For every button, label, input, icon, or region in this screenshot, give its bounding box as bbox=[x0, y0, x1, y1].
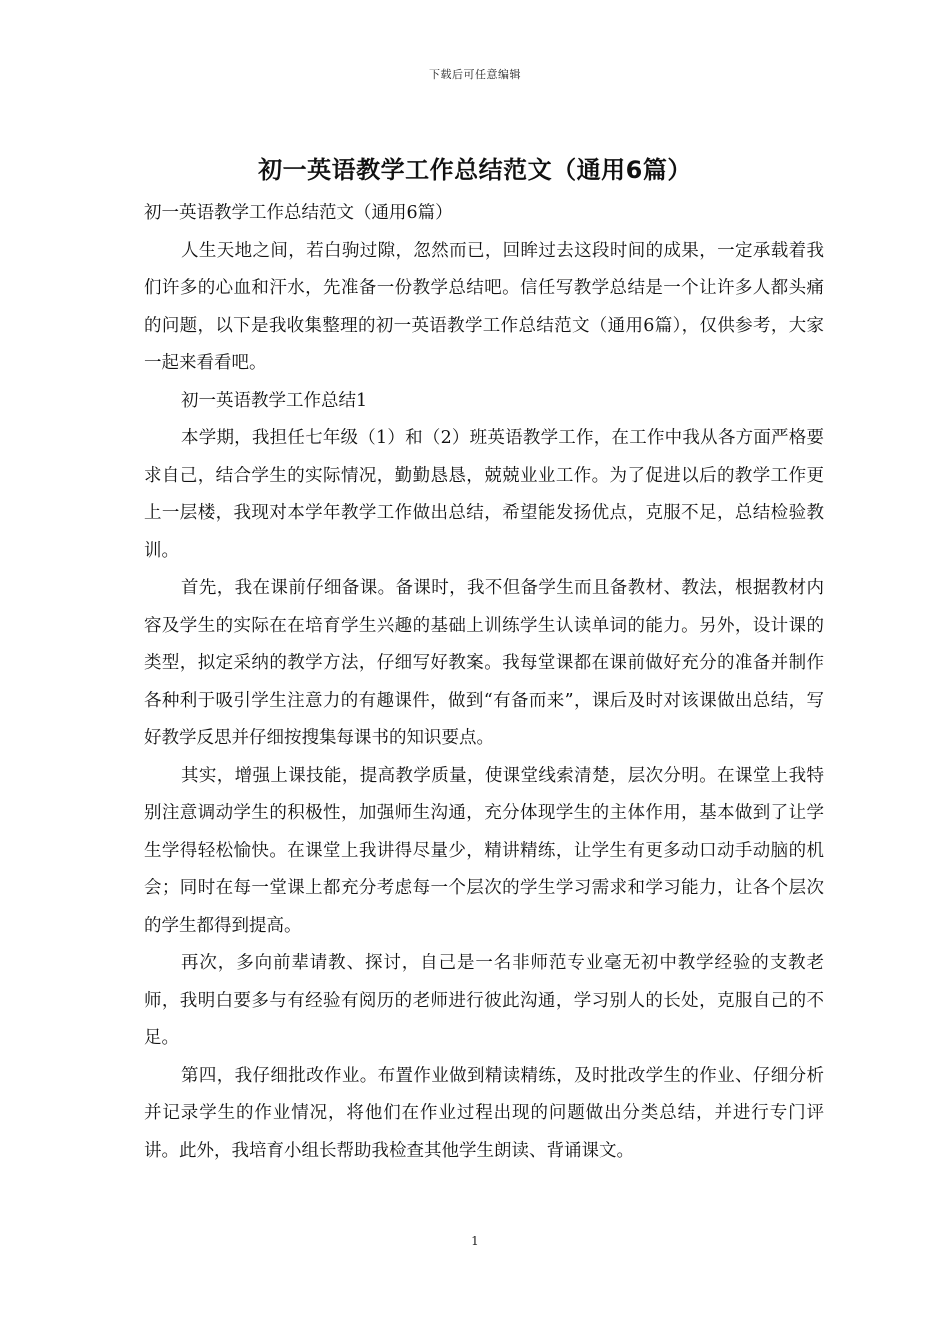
paragraph-intro: 人生天地之间，若白驹过隙，忽然而已，回眸过去这段时间的成果，一定承载着我们许多的心血和汗水，先准备一份教学总结吧。信任写教学总结是一个让许多人都头痛的问题，以下是我收集整理的初一英语教学工作总结范文（通用6篇），仅供参考，大家一起来看看吧。 bbox=[144, 240, 824, 373]
document-subtitle: 初一英语教学工作总结范文（通用6篇） bbox=[144, 203, 453, 223]
document-title: 初一英语教学工作总结范文（通用6篇） bbox=[258, 156, 692, 184]
header-note: 下载后可任意编辑 bbox=[429, 68, 521, 81]
paragraph: 本学期，我担任七年级（1）和（2）班英语教学工作，在工作中我从各方面严格要求自己，结合学生的实际情况，勤勤恳恳，兢兢业业工作。为了促进以后的教学工作更上一层楼，我现对本学年教学工作做出总结，希望能发扬优点，克服不足，总结检验教训。 bbox=[144, 428, 824, 561]
page-number: 1 bbox=[471, 1234, 479, 1248]
paragraph: 第四，我仔细批改作业。布置作业做到精读精练，及时批改学生的作业、仔细分析并记录学生的作业情况，将他们在作业过程出现的问题做出分类总结，并进行专门评讲。此外，我培育小组长帮助我检查其他学生朗读、背诵课文。 bbox=[144, 1065, 824, 1161]
paragraph: 其实，增强上课技能，提高教学质量，使课堂线索清楚，层次分明。在课堂上我特别注意调动学生的积极性，加强师生沟通，充分体现学生的主体作用，基本做到了让学生学得轻松愉快。在课堂上我讲得尽量少，精讲精练，让学生有更多动口动手动脑的机会；同时在每一堂课上都充分考虑每一个层次的学生学习需求和学习能力，让各个层次的学生都得到提高。 bbox=[144, 765, 824, 936]
section-heading: 初一英语教学工作总结1 bbox=[181, 390, 368, 411]
paragraph: 首先，我在课前仔细备课。备课时，我不但备学生而且备教材、教法，根据教材内容及学生的实际在在培育学生兴趣的基础上训练学生认读单词的能力。另外，设计课的类型，拟定采纳的教学方法，仔细写好教案。我每堂课都在课前做好充分的准备并制作各种利于吸引学生注意力的有趣课件，做到“有备而来”，课后及时对该课做出总结，写好教学反思并仔细按搜集每课书的知识要点。 bbox=[144, 578, 824, 748]
document-body bbox=[144, 195, 824, 1170]
paragraph: 再次，多向前辈请教、探讨，自己是一名非师范专业毫无初中教学经验的支教老师，我明白要多与有经验有阅历的老师进行彼此沟通，学习别人的长处，克服自己的不足。 bbox=[144, 953, 824, 1048]
